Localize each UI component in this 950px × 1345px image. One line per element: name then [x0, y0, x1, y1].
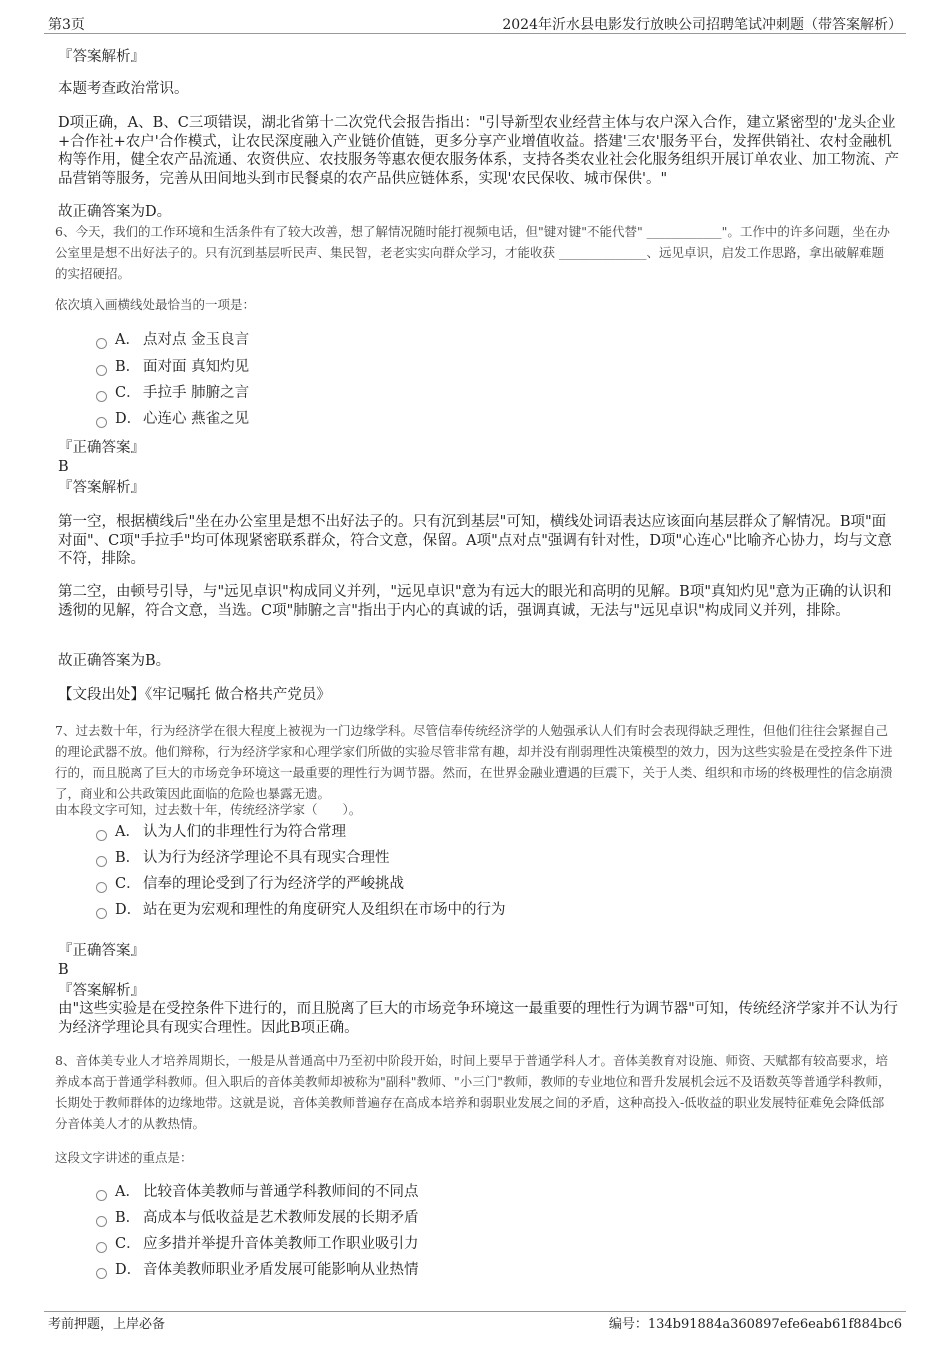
- q6-option-b[interactable]: [96, 355, 249, 379]
- option-text: 心连心 燕雀之见: [143, 411, 250, 427]
- radio-icon[interactable]: [96, 1216, 107, 1227]
- q7-option-d[interactable]: [96, 898, 506, 922]
- q7-analysis-p1: 由"这些实验是在受控条件下进行的，而且脱离了巨大的市场竞争环境这一最重要的理性行为调节器"可知，传统经济学家并不认为行为经济学理论具有现实合理性。因此B项正确。: [58, 1001, 898, 1036]
- option-text: 面对面 真知灼见: [143, 359, 250, 375]
- q6-analysis-label: 『答案解析』: [58, 480, 145, 496]
- document-id: 编号：134b91884a360897efe6eab61f884bc6: [608, 1317, 902, 1332]
- q6-answer: B: [58, 459, 69, 475]
- q6-stem: 6、今天，我们的工作环境和生活条件有了较大改善，想了解情况随时能打视频电话，但"键对键"不能代替" ____________"。工作中的许多问题，坐在办公室里是想不出好法子的。只有沉到基层听民声、集民智，老老实实向群众学习，才能收获 ______________、远见卓识，启发工作思路，拿出破解难题的实招硬招。: [55, 224, 890, 281]
- q8-option-c[interactable]: [96, 1232, 419, 1256]
- option-text: 认为人们的非理性行为符合常理: [143, 824, 346, 840]
- q6-analysis-p2: 第二空，由顿号引导，与"远见卓识"构成同义并列，"远见卓识"意为有远大的眼光和高明的见解。B项"真知灼见"意为正确的认识和透彻的见解，符合文意，当选。C项"肺腑之言"指出于内心的真诚的话，强调真诚，无法与"远见卓识"构成同义并列，排除。: [58, 584, 892, 619]
- option-letter: A．: [115, 332, 140, 348]
- radio-icon[interactable]: [96, 391, 107, 402]
- q5-conclusion: 故正确答案为D。: [58, 204, 172, 220]
- q6-option-c[interactable]: [96, 381, 249, 405]
- option-letter: D．: [115, 411, 142, 427]
- q7-option-c[interactable]: [96, 872, 404, 896]
- option-letter: A．: [115, 1184, 140, 1200]
- option-text: 比较音体美教师与普通学科教师间的不同点: [143, 1184, 419, 1200]
- q7-prompt: 由本段文字可知，过去数十年，传统经济学家（ ）。: [55, 802, 362, 817]
- q6-conclusion: 故正确答案为B。: [58, 653, 171, 669]
- option-text: 站在更为宏观和理性的角度研究人及组织在市场中的行为: [143, 902, 506, 918]
- option-letter: A．: [115, 824, 140, 840]
- radio-icon[interactable]: [96, 417, 107, 428]
- option-letter: C．: [115, 1236, 141, 1252]
- radio-icon[interactable]: [96, 882, 107, 893]
- q8-stem: 8、音体美专业人才培养周期长，一般是从普通高中乃至初中阶段开始，时间上要早于普通学科人才。音体美教育对设施、师资、天赋都有较高要求，培养成本高于普通学科教师。但入职后的音体美教师却被称为"副科"教师、"小三门"教师，教师的专业地位和晋升发展机会远不及语数英等普通学科教师，长期处于教师群体的边缘地带。这就是说，音体美教师普遍存在高成本培养和弱职业发展之间的矛盾，这种高投入-低收益的职业发展特征难免会降低部分音体美人才的从教热情。: [55, 1053, 891, 1131]
- option-letter: B．: [115, 850, 141, 866]
- footer-slogan: 考前押题，上岸必备: [48, 1317, 166, 1332]
- option-letter: D．: [115, 1262, 142, 1278]
- radio-icon[interactable]: [96, 338, 107, 349]
- q7-analysis-label: 『答案解析』: [58, 983, 145, 999]
- option-letter: D．: [115, 902, 142, 918]
- option-text: 应多措并举提升音体美教师工作职业吸引力: [143, 1236, 419, 1252]
- q7-answer-label: 『正确答案』: [58, 943, 145, 959]
- radio-icon[interactable]: [96, 830, 107, 841]
- option-text: 音体美教师职业矛盾发展可能影响从业热情: [143, 1262, 419, 1278]
- q7-stem: 7、过去数十年，行为经济学在很大程度上被视为一门边缘学科。尽管信奉传统经济学的人勉强承认人们有时会表现得缺乏理性，但他们往往会紧握自己的理论武器不放。他们辩称，行为经济学家和心理学家们所做的实验尽管非常有趣，却并没有削弱理性决策模型的效力，因为这些实验是在受控条件下进行的，而且脱离了巨大的市场竞争环境这一最重要的理性行为调节器。然而，在世界金融业遭遇的巨震下，关于人类、组织和市场的终极理性的信念崩溃了，商业和公共政策因此面临的危险也暴露无遗。: [55, 723, 893, 801]
- q5-analysis-p1: 本题考查政治常识。: [58, 81, 189, 97]
- option-text: 高成本与低收益是艺术教师发展的长期矛盾: [143, 1210, 419, 1226]
- option-letter: B．: [115, 1210, 141, 1226]
- option-text: 认为行为经济学理论不具有现实合理性: [143, 850, 390, 866]
- q6-option-a[interactable]: [96, 328, 249, 352]
- document-title: 2024年沂水县电影发行放映公司招聘笔试冲刺题（带答案解析）: [502, 17, 902, 33]
- q7-option-a[interactable]: [96, 820, 346, 844]
- radio-icon[interactable]: [96, 1268, 107, 1279]
- option-letter: B．: [115, 359, 141, 375]
- q6-analysis-p1: 第一空，根据横线后"坐在办公室里是想不出好法子的。只有沉到基层"可知，横线处词语表达应该面向基层群众了解情况。B项"面对面"、C项"手拉手"均可体现紧密联系群众，符合文意，保留。A项"点对点"强调有针对性，D项"心连心"比喻齐心协力，均与文意不符，排除。: [58, 514, 892, 567]
- q8-option-b[interactable]: [96, 1206, 419, 1230]
- q8-prompt: 这段文字讲述的重点是：: [55, 1150, 193, 1165]
- q7-option-b[interactable]: [96, 846, 390, 870]
- option-text: 点对点 金玉良言: [143, 332, 250, 348]
- option-text: 手拉手 肺腑之言: [143, 385, 250, 401]
- q8-option-d[interactable]: [96, 1258, 419, 1282]
- header-divider: [44, 33, 906, 34]
- q5-analysis-p2: D项正确，A、B、C三项错误，湖北省第十二次党代会报告指出："引导新型农业经营主体与农户深入合作，建立紧密型的'龙头企业+合作社+农户'合作模式，让农民深度融入产业链价值链，更多分享产业增值收益。搭建'三农'服务平台，发挥供销社、农村金融机构等作用，健全农产品流通、农资供应、农技服务等惠农便农服务体系，支持各类农业社会化服务组织开展订单农业、加工物流、产品营销等服务，完善从田间地头到市民餐桌的农产品供应链体系，实现'农民保收、城市保供'。": [58, 115, 899, 187]
- option-letter: C．: [115, 385, 141, 401]
- radio-icon[interactable]: [96, 908, 107, 919]
- radio-icon[interactable]: [96, 1190, 107, 1201]
- radio-icon[interactable]: [96, 1242, 107, 1253]
- q7-answer: B: [58, 962, 69, 978]
- radio-icon[interactable]: [96, 365, 107, 376]
- q6-option-d[interactable]: [96, 407, 249, 431]
- option-text: 信奉的理论受到了行为经济学的严峻挑战: [143, 876, 404, 892]
- q5-analysis-label: 『答案解析』: [58, 49, 145, 65]
- radio-icon[interactable]: [96, 856, 107, 867]
- q8-option-a[interactable]: [96, 1180, 419, 1204]
- option-letter: C．: [115, 876, 141, 892]
- q6-answer-label: 『正确答案』: [58, 440, 145, 456]
- q6-prompt: 依次填入画横线处最恰当的一项是：: [55, 297, 256, 312]
- q6-source: 【文段出处】《牢记嘱托 做合格共产党员》: [58, 687, 331, 703]
- page-number: 第3页: [48, 17, 85, 33]
- footer-divider: [44, 1311, 906, 1312]
